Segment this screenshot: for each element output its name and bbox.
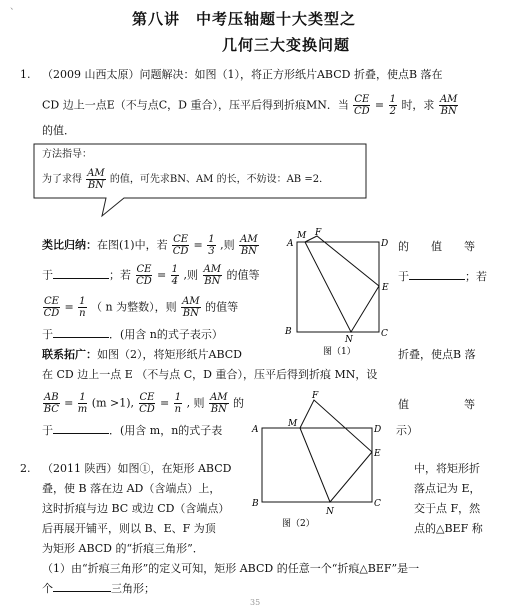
extension-line4: 于 ．(用含 m，n的式子表: [42, 424, 223, 437]
extension-label: 联系拓广：: [42, 348, 97, 361]
extension-line1: 联系拓广：如图（2），将矩形纸片ABCD: [42, 348, 242, 361]
analogy-line1-end: 的 值 等: [398, 240, 475, 253]
analogy-frac-4: $\frac{CE}{CD}$: [136, 264, 152, 287]
q2-number: 2.: [20, 462, 31, 475]
fig2-label-c: C: [374, 499, 381, 509]
q2-line3: 这时折痕与边 BC 或边 CD（含端点）: [42, 502, 230, 515]
fig2-fold: [300, 400, 372, 502]
hint-text: 为了求得 $\frac{AM}{BN}$ 的值，可先求BN、AM 的长，不妨设：AB =2．: [42, 168, 330, 191]
analogy-frac-2: $\frac{1}{3}$: [208, 234, 215, 257]
analogy-line4: 于 ．(用含 n的式子表示）: [42, 328, 223, 341]
fig2-label-n: N: [326, 507, 334, 517]
fig1-label-n: N: [345, 335, 353, 345]
fig2-label-f: F: [312, 391, 319, 401]
fig1-label-f: F: [315, 228, 322, 238]
fig2-label-e: E: [374, 449, 381, 459]
analogy-frac-1: $\frac{CE}{CD}$: [172, 234, 189, 257]
q1-number: 1.: [20, 68, 31, 81]
fig1-label-m: M: [297, 231, 307, 241]
analogy-line1: 类比归纳：在图(1)中，若 $\frac{CE}{CD}$ = $\frac{1}{3}$ ,则 $\frac{AM}{BN}$: [42, 234, 258, 257]
extension-line2: 在 CD 边上一点 E （不与点 C，D 重合），压平后得到折痕 MN，设: [42, 368, 378, 381]
analogy-label: 类比归纳：: [42, 238, 97, 252]
q1-frac-half: $\frac{1}{2}$: [389, 94, 396, 117]
q2-line6: （1）由“折痕三角形”的定义可知，矩形 ABCD 的任意一个“折痕△BEF”是一: [42, 562, 420, 575]
fig2-caption: 图（2）: [282, 519, 315, 529]
fig1-label-e: E: [382, 283, 389, 293]
q1-frac-am-bn: $\frac{AM}{BN}$: [439, 94, 458, 117]
page-number: 35: [250, 598, 261, 607]
fig2-label-m: M: [288, 419, 298, 429]
fig1-label-b: B: [285, 327, 292, 337]
analogy-blank-3[interactable]: [53, 337, 109, 338]
q1-line1: （2009 山西太原）问题解决：如图（1），将正方形纸片ABCD 折叠，使点B 落在: [42, 68, 443, 81]
q2-line3-end: 交于点 F，然: [414, 502, 481, 515]
extension-line3: $\frac{AB}{BC}$ = $\frac{1}{m}$ (m >1), $\frac{CE}{CD}$ = $\frac{1}{n}$ , 则 $\frac{AM}{BN}$ 的: [43, 392, 245, 415]
q2-blank[interactable]: [53, 591, 111, 592]
corner-mark: 、: [10, 2, 20, 12]
fig2-label-b: B: [252, 499, 259, 509]
extension-frac-1: $\frac{AB}{BC}$: [43, 392, 59, 415]
extension-line3-end: 值 等: [398, 398, 475, 411]
q2-line2-end: 落点记为 E，: [414, 482, 481, 495]
extension-frac-4: $\frac{1}{n}$: [174, 392, 182, 415]
fig1-label-c: C: [381, 329, 388, 339]
analogy-frac-9: $\frac{AM}{BN}$: [182, 296, 200, 319]
fig1-label-d: D: [381, 239, 389, 249]
extension-line1-end: 折叠，使点B 落: [398, 348, 476, 361]
extension-blank[interactable]: [53, 433, 109, 434]
q1-line2: CD 边上一点E（不与点C，D 重合），压平后得到折痕MN．当 $\frac{CE}{CD}$ = $\frac{1}{2}$ 时，求 $\frac{AM}{BN}$: [42, 94, 458, 117]
q2-line1-end: 中，将矩形折: [414, 462, 480, 475]
analogy-frac-3: $\frac{AM}{BN}$: [240, 234, 258, 257]
analogy-line2-end: 于 ；若: [398, 270, 487, 283]
q2-line5: 为矩形 ABCD 的“折痕三角形”．: [42, 542, 204, 555]
fig1-fold: [305, 236, 379, 332]
q2-line7: 个 三角形；: [42, 582, 155, 595]
q2-line2: 叠，使 B 落在边 AD（含端点）上，: [42, 482, 221, 495]
analogy-blank-1[interactable]: [53, 278, 109, 279]
analogy-blank-2[interactable]: [409, 279, 465, 280]
fig2-label-a: A: [252, 425, 259, 435]
figure-1: [283, 226, 395, 358]
extension-frac-2: $\frac{1}{m}$: [77, 392, 88, 415]
fig1-caption: 图（1）: [323, 347, 356, 357]
fig1-square: [297, 242, 379, 332]
analogy-line3: $\frac{CE}{CD}$ = $\frac{1}{n}$ （ n 为整数），则 $\frac{AM}{BN}$ 的值等: [43, 296, 239, 319]
analogy-frac-5: $\frac{1}{4}$: [171, 264, 179, 287]
page-title-line2: 几何三大变换问题: [222, 36, 351, 54]
analogy-frac-8: $\frac{1}{n}$: [79, 296, 86, 319]
analogy-frac-6: $\frac{AM}{BN}$: [203, 264, 222, 287]
q2-line1: （2011 陕西）如图①，在矩形 ABCD: [42, 462, 232, 475]
extension-frac-3: $\frac{CE}{CD}$: [139, 392, 155, 415]
q1-line2-text: CD 边上一点E（不与点C，D 重合），压平后得到折痕MN．当: [42, 98, 349, 112]
q1-line3: 的值．: [42, 124, 75, 137]
fig2-label-d: D: [374, 425, 382, 435]
analogy-frac-7: $\frac{CE}{CD}$: [43, 296, 60, 319]
fig2-rectangle: [262, 428, 372, 502]
analogy-line2: 于 ；若 $\frac{CE}{CD}$ = $\frac{1}{4}$ ,则 $\frac{AM}{BN}$ 的值等: [42, 264, 260, 287]
hint-frac: $\frac{AM}{BN}$: [87, 168, 105, 191]
figure-2: [250, 390, 395, 530]
extension-frac-5: $\frac{AM}{BN}$: [210, 392, 228, 415]
q1-frac-ce-cd: $\frac{CE}{CD}$: [354, 94, 370, 117]
q2-line4: 后再展开铺平，则以 B、E、F 为顶: [42, 522, 216, 535]
hint-title: 方法指导：: [42, 149, 92, 160]
fig1-label-a: A: [287, 239, 294, 249]
extension-line4-end: 示）: [396, 424, 418, 437]
page-title-line1: 第八讲 中考压轴题十大类型之: [132, 10, 357, 28]
q2-line4-end: 点的△BEF 称: [414, 522, 483, 535]
